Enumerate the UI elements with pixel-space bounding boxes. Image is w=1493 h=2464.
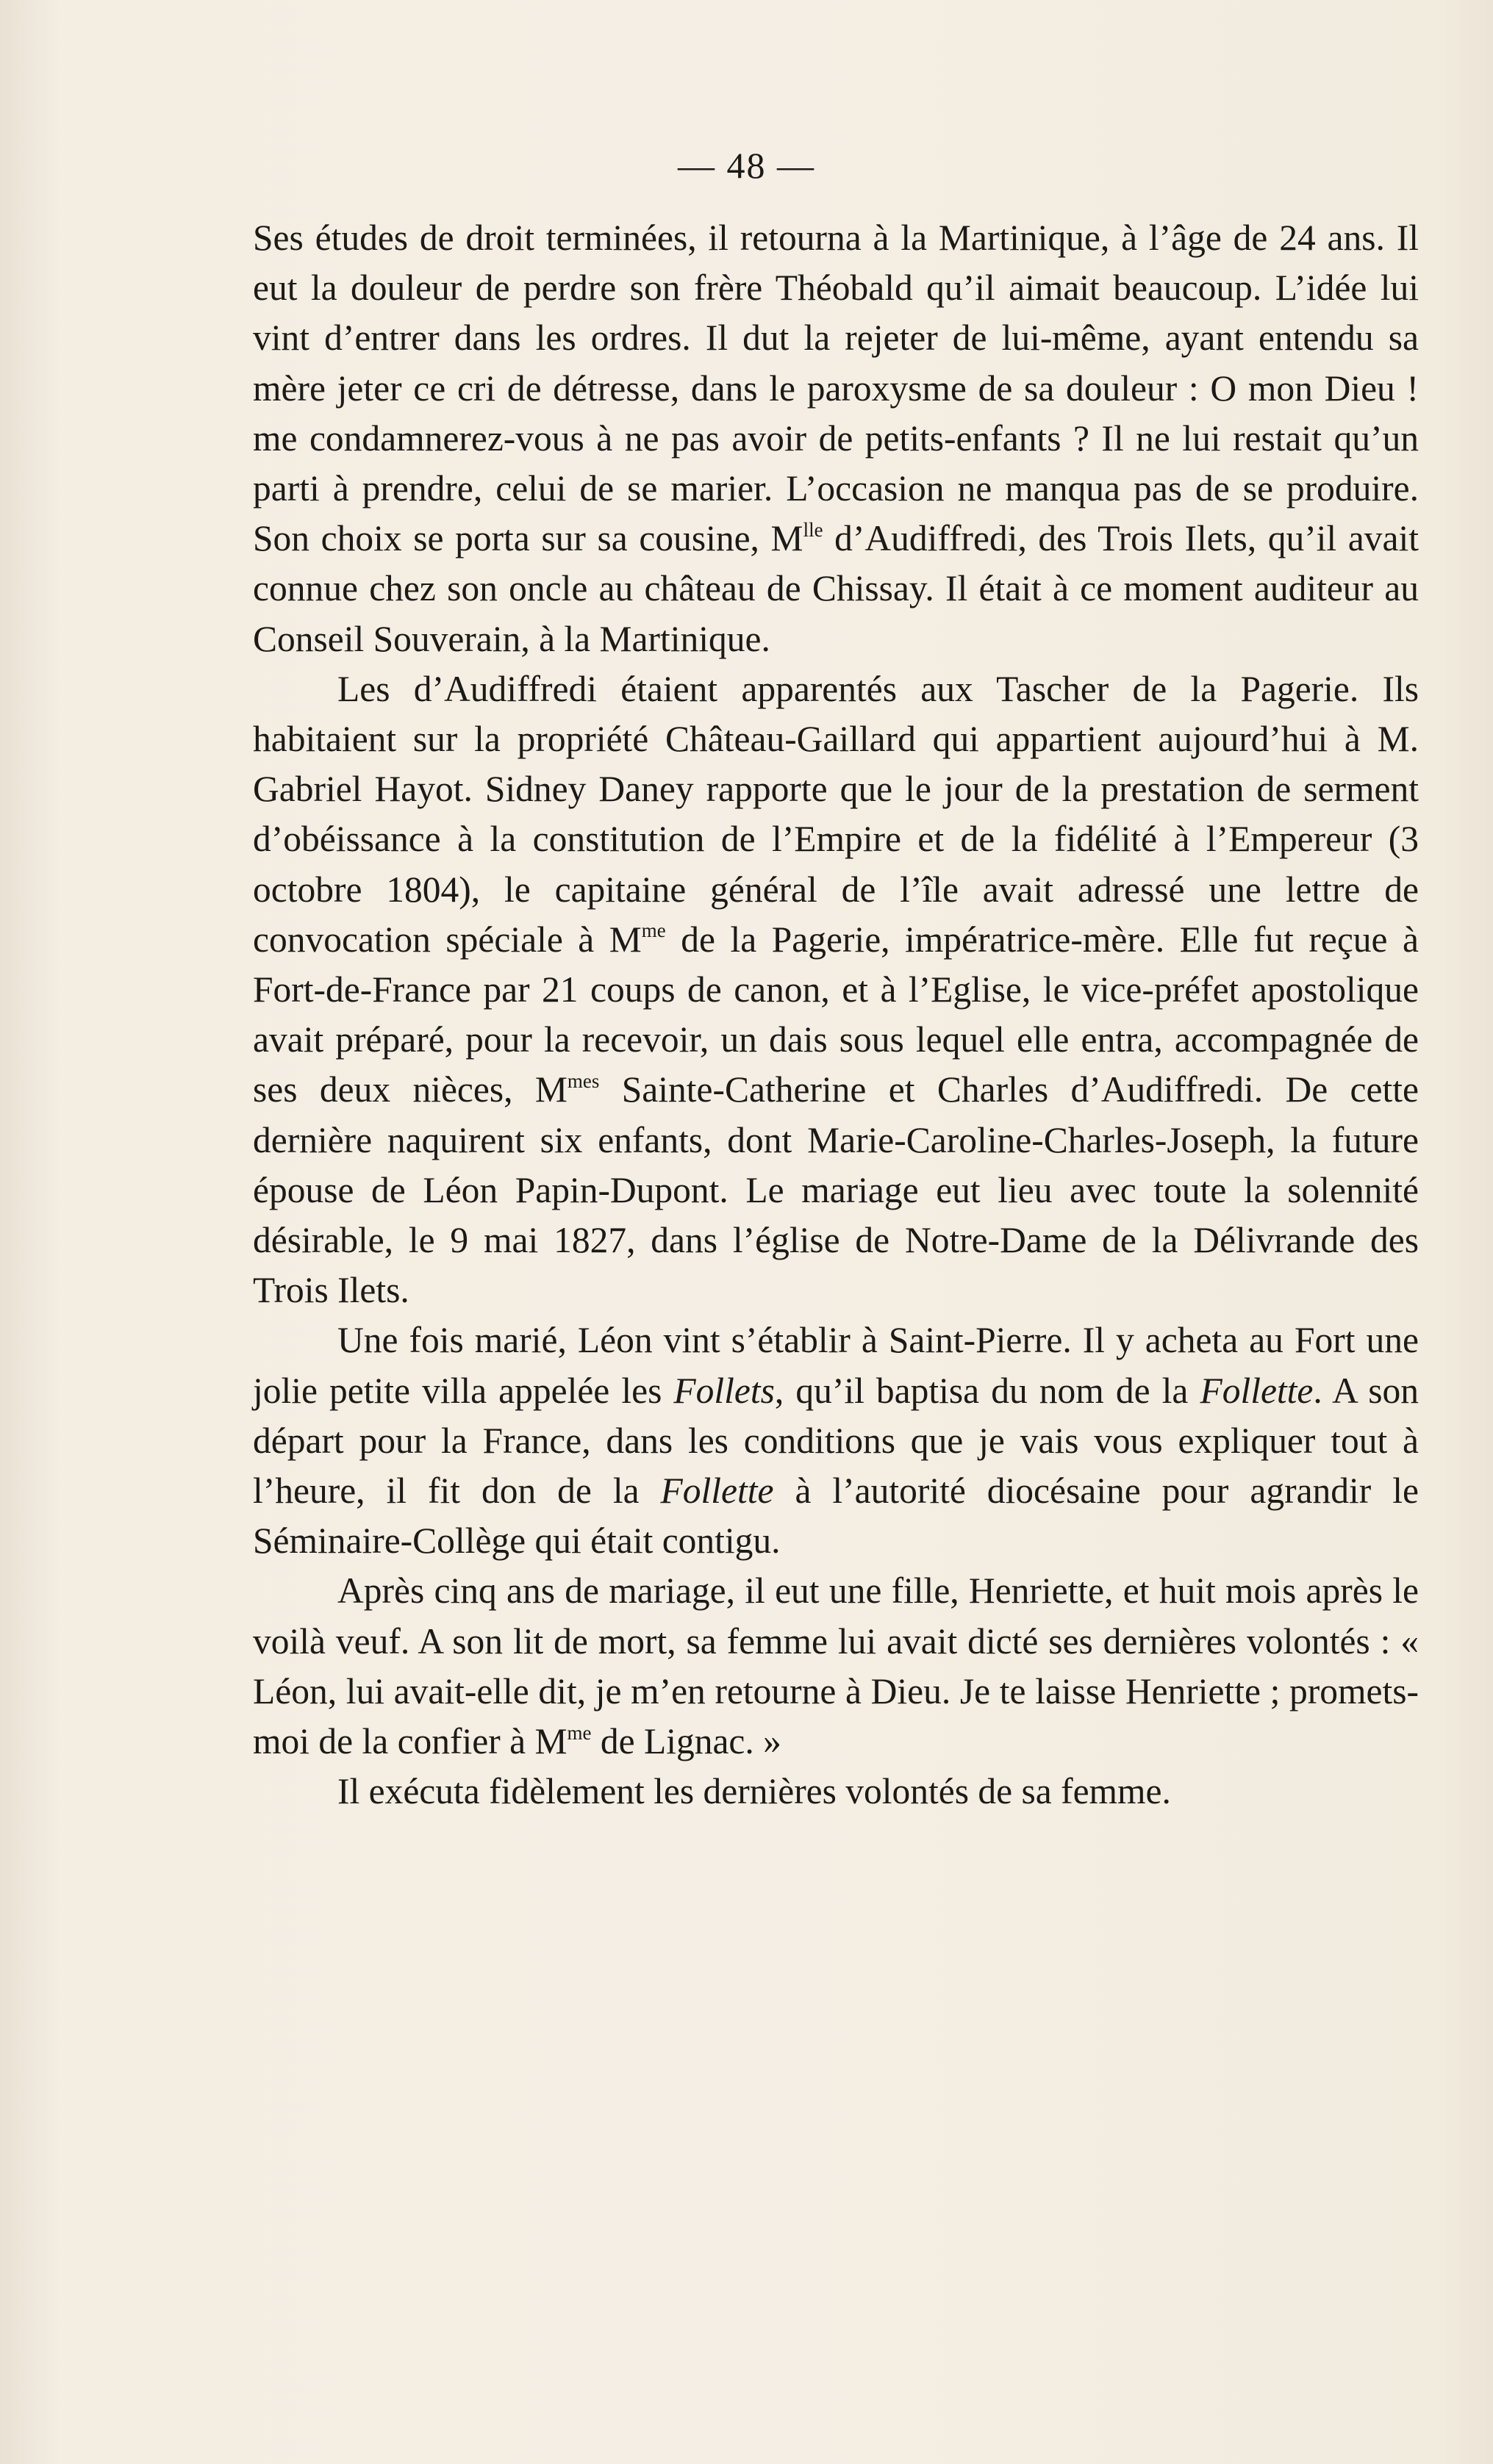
paragraph [253,213,1419,664]
superscript-abbreviation: me [567,1721,592,1744]
italic-term: Follette [1200,1370,1314,1411]
text-run: Une fois marié, Léon vint s’établir à Saint-Pierre. Il y acheta au Fort une jolie petite villa appelée les [253,1320,1419,1411]
paragraph [253,1767,1419,1817]
paragraph [253,1315,1419,1566]
text-run: d’Audiffredi, des Trois Ilets, qu’il avait connue chez son oncle au château de Chissay. Il était à ce moment auditeur au Conseil Souverain, à la Martinique. [253,518,1419,659]
italic-term: Follets [673,1370,775,1411]
superscript-abbreviation: lle [803,518,823,541]
text-run: de la Pagerie, impératrice-mère. Elle fut reçue à Fort-de-France par 21 coups de canon, et à l’Eglise, le vice-préfet apostolique avait préparé, pour la recevoir, un dais sous lequel elle entra, accompagnée de ses deux nièces, M [253,919,1419,1110]
text-run: . A son départ pour la France, dans les conditions que je vais vous expliquer tout à l’heure, il fit don de la [253,1370,1419,1512]
superscript-abbreviation: mes [567,1069,600,1092]
text-run: de Lignac. » [591,1721,781,1762]
text-run: Les d’Audiffredi étaient apparentés aux Tascher de la Pagerie. Ils habitaient sur la propriété Château-Gaillard qui appartient aujourd’hui à M. Gabriel Hayot. Sidney Daney rapporte que le jour de la prestation de serment d’obéissance à la constitution de l’Empire et de la fidélité à l’Empereur (3 octobre 1804), le capitaine général de l’île avait adressé une lettre de convocation spéciale à M [253,668,1419,960]
text-run: Il exécuta fidèlement les dernières volontés de sa femme. [337,1771,1171,1812]
body-text [253,213,1419,1817]
paragraph [253,1566,1419,1767]
text-run: à l’autorité diocésaine pour agrandir le Séminaire-Collège qui était contigu. [253,1470,1419,1562]
text-run: , qu’il baptisa du nom de la [774,1370,1200,1411]
italic-term: Follette [660,1470,774,1512]
paragraph [253,664,1419,1316]
text-run: Sainte-Catherine et Charles d’Audiffredi. De cette dernière naquirent six enfants, dont Marie-Caroline-Charles-Joseph, la future épouse de Léon Papin-Dupont. Le mariage eut lieu avec toute la solennité désirable, le 9 mai 1827, dans l’église de Notre-Dame de la Délivrande des Trois Ilets. [253,1069,1419,1311]
page-number: — 48 — [678,145,815,186]
superscript-abbreviation: me [641,919,666,942]
text-run: Ses études de droit terminées, il retourna à la Martinique, à l’âge de 24 ans. Il eut la douleur de perdre son frère Théobald qu’il aimait beaucoup. L’idée lui vint d’entrer dans les ordres. Il dut la rejeter de lui-même, ayant entendu sa mère jeter ce cri de détresse, dans le paroxysme de sa douleur : O mon Dieu ! me condamnerez-vous à ne pas avoir de petits-enfants ? Il ne lui restait qu’un parti à prendre, celui de se marier. L’occasion ne manqua pas de se produire. Son choix se porta sur sa cousine, M [253,218,1419,559]
text-run: Après cinq ans de mariage, il eut une fille, Henriette, et huit mois après le voilà veuf. A son lit de mort, sa femme lui avait dicté ses dernières volontés : « Léon, lui avait-elle dit, je m’en retourne à Dieu. Je te laisse Henriette ; promets-moi de la confier à M [253,1570,1419,1762]
